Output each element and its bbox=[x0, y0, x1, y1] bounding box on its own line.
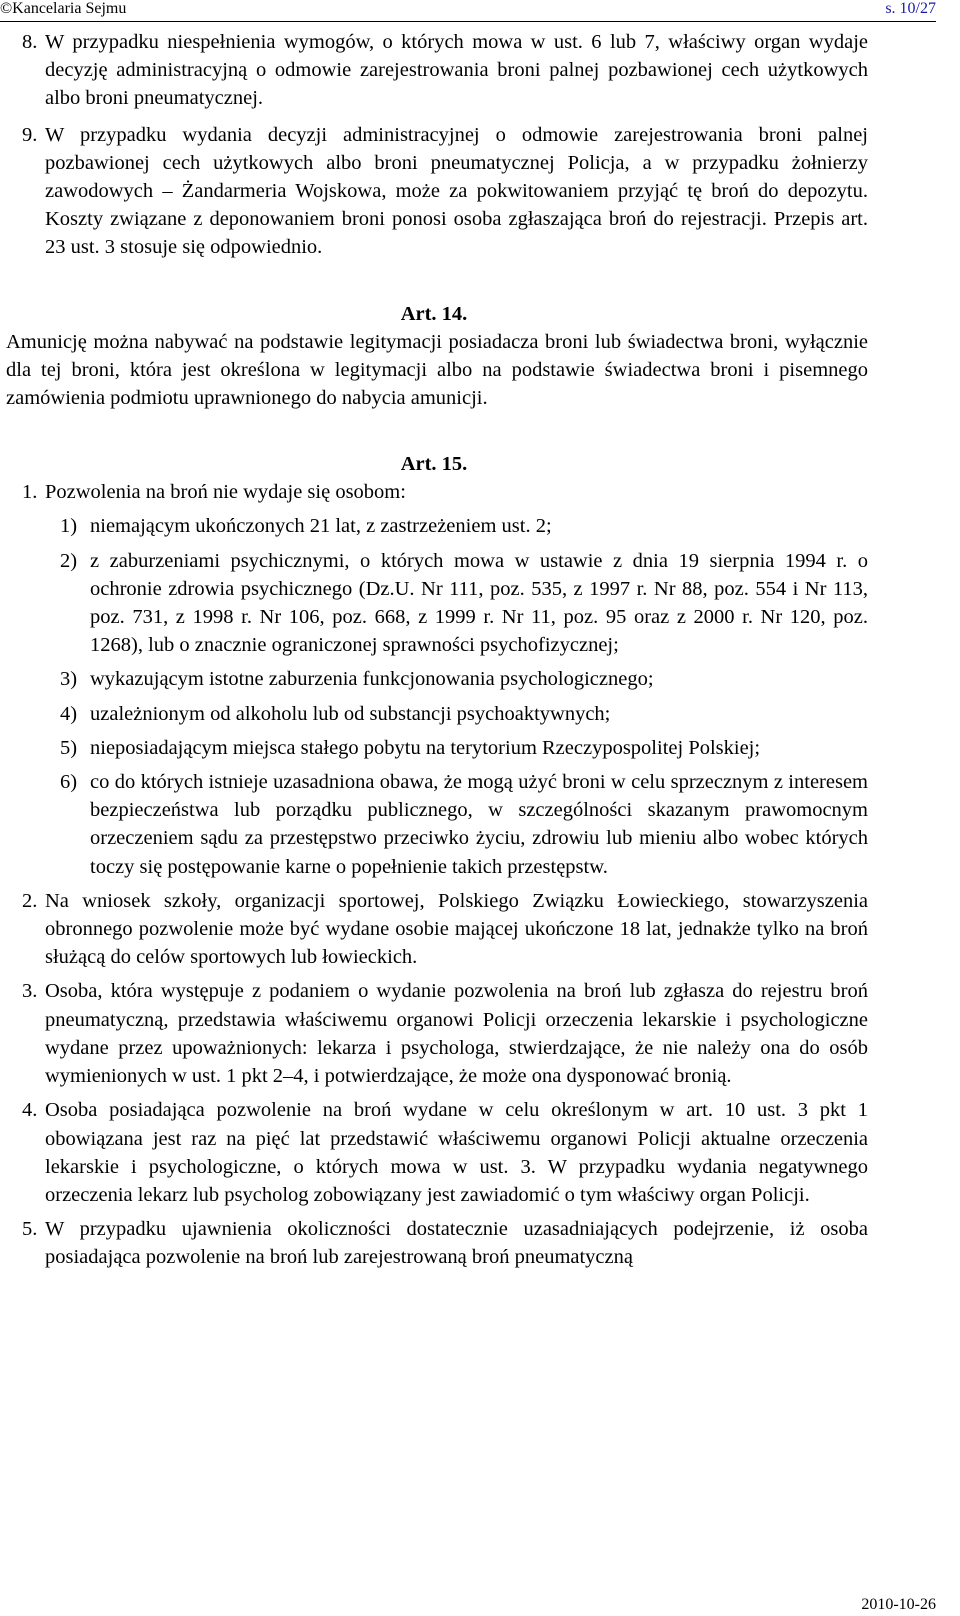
subitem-number: 6) bbox=[60, 771, 78, 794]
paragraph-number: 4. bbox=[22, 1099, 38, 1122]
paragraph-9 bbox=[0, 121, 868, 262]
article-15-point-3 bbox=[0, 977, 868, 1090]
header-copyright: ©Kancelaria Sejmu bbox=[0, 0, 127, 17]
paragraph-number: 1. bbox=[22, 481, 38, 504]
article-15-point-4 bbox=[0, 1096, 868, 1209]
subitem-6 bbox=[0, 768, 868, 881]
header-divider bbox=[0, 21, 936, 22]
paragraph-8 bbox=[0, 28, 868, 113]
subitem-text: z zaburzeniami psychicznymi, o których mowa w ustawie z dnia 19 sierpnia 1994 r. o ochronie zdrowia psychicznego (Dz.U. Nr 111, poz. 535, z 1997 r. Nr 88, poz. 554 i Nr 113, poz. 731, z 1998 r. Nr 106, poz. 668, z 1999 r. Nr 11, poz. 95 oraz z 2000 r. Nr 120, poz. 1268), lub o znacznie ograniczonej sprawności psychofizycznej; bbox=[90, 549, 868, 657]
subitem-4 bbox=[0, 700, 868, 728]
subitem-5 bbox=[0, 734, 868, 762]
article-15-point-2 bbox=[0, 887, 868, 972]
subitem-number: 3) bbox=[60, 668, 78, 691]
subitem-text: niemającym ukończonych 21 lat, z zastrzeżeniem ust. 2; bbox=[90, 515, 552, 538]
article-15-title: Art. 15. bbox=[400, 453, 468, 476]
subitem-number: 2) bbox=[60, 549, 78, 572]
header-page-number[interactable]: s. 10/27 bbox=[885, 0, 936, 17]
subitem-text: uzależnionym od alkoholu lub od substancji psychoaktywnych; bbox=[90, 702, 611, 725]
paragraph-text: W przypadku niespełnienia wymogów, o których mowa w ust. 6 lub 7, właściwy organ wydaje decyzję administracyjną o odmowie zarejestrowania broni palnej pozbawionej cech użytkowych albo broni pneumatycznej. bbox=[45, 31, 868, 110]
subitem-number: 1) bbox=[60, 515, 78, 538]
paragraph-number: 5. bbox=[22, 1218, 38, 1241]
paragraph-text: Osoba, która występuje z podaniem o wydanie pozwolenia na broń lub zgłasza do rejestru broń pneumatyczną, przedstawia właściwemu organowi Policji orzeczenia lekarskie i psychologiczne wydane przez upoważnionych: lekarza i psychologa, stwierdzające, że nie należy ona do osób wymienionych w ust. 1 pkt 2–4, i potwierdzające, że może ona dysponować bronią. bbox=[45, 980, 868, 1088]
footer-date: 2010-10-26 bbox=[861, 1596, 936, 1613]
paragraph-text: Osoba posiadająca pozwolenie na broń wydane w celu określonym w art. 10 ust. 3 pkt 1 obowiązana jest raz na pięć lat przedstawić właściwemu organowi Policji aktualne orzeczenia lekarskie i psychologiczne, o których mowa w ust. 3. W przypadku wydania negatywnego orzeczenia lekarz lub psycholog zobowiązany jest zawiadomić o tym właściwy organ Policji. bbox=[45, 1099, 868, 1206]
paragraph-number: 9. bbox=[22, 123, 38, 146]
article-15-point-5 bbox=[0, 1215, 868, 1271]
subitem-number: 5) bbox=[60, 736, 78, 759]
subitem-text: wykazującym istotne zaburzenia funkcjonowania psychologicznego; bbox=[90, 668, 654, 691]
subitem-number: 4) bbox=[60, 702, 78, 725]
subitem-2 bbox=[0, 547, 868, 660]
paragraph-text: Na wniosek szkoły, organizacji sportowej, Polskiego Związku Łowieckiego, stowarzyszenia obronnego pozwolenie może być wydane osobie mającej ukończone 18 lat, jednakże tylko na broń służącą do celów sportowych lub łowieckich. bbox=[45, 889, 868, 969]
article-15-point-1 bbox=[0, 478, 868, 506]
subitem-text: nieposiadającym miejsca stałego pobytu na terytorium Rzeczypospolitej Polskiej; bbox=[90, 736, 761, 759]
subitem-text: co do których istnieje uzasadniona obawa, że mogą użyć broni w celu sprzecznym z interesem bezpieczeństwa lub porządku publicznego, w szczególności skazanym prawomocnym orzeczeniem sądu za przestępstwo przeciwko życiu, zdrowiu lub mieniu albo wobec których toczy się postępowanie karne o popełnienie takich przestępstw. bbox=[90, 771, 868, 878]
paragraph-number: 3. bbox=[22, 980, 38, 1003]
document-body bbox=[0, 28, 868, 1272]
subitem-3 bbox=[0, 665, 868, 693]
paragraph-number: 2. bbox=[22, 889, 38, 912]
article-14-text: Amunicję można nabywać na podstawie legitymacji posiadacza broni lub świadectwa broni, wyłącznie dla tej broni, która jest określona w legitymacji albo na podstawie świadectwa broni i pisemnego zamówienia podmiotu uprawnionego do nabycia amunicji. bbox=[6, 330, 868, 410]
subitem-1 bbox=[0, 512, 868, 540]
paragraph-number: 8. bbox=[22, 31, 38, 53]
paragraph-text: W przypadku wydania decyzji administracyjnej o odmowie zarejestrowania broni palnej pozbawionej cech użytkowych albo broni pneumatycznej Policja, a w przypadku żołnierzy zawodowych – Żandarmeria Wojskowa, może za pokwitowaniem przyjąć tę broń do depozytu. Koszty związane z deponowaniem broni ponosi osoba zgłaszająca broń do rejestracji. Przepis art. 23 ust. 3 stosuje się odpowiednio. bbox=[45, 123, 868, 259]
article-14-title: Art. 14. bbox=[400, 302, 468, 325]
paragraph-text: Pozwolenia na broń nie wydaje się osobom: bbox=[45, 481, 406, 504]
paragraph-text: W przypadku ujawnienia okoliczności dostatecznie uzasadniających podejrzenie, iż osoba posiadająca pozwolenie na broń lub zarejestrowaną broń pneumatyczną bbox=[45, 1218, 868, 1269]
